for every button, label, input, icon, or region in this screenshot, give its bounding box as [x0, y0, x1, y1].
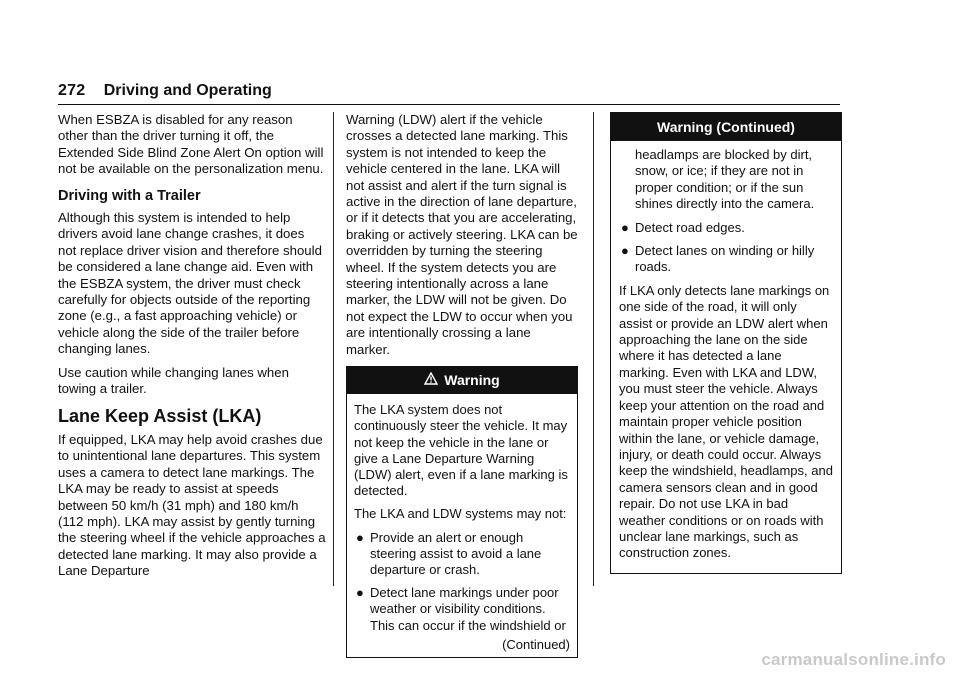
bullet-icon: ● [356, 585, 364, 601]
paragraph-trailer-aid: Although this system is intended to help drivers avoid lane change crashes, it does not replace driver vision and therefore should be considered a lane change aid. Even with the ESBZA system, the driver must check carefully for objects outside of the reporting zone (e.g., a fast approaching vehicle) or vehicle along the side of the trailer before changing lanes. [58, 210, 322, 357]
warning-triangle-icon [424, 367, 438, 394]
list-item: ● Detect road edges. [621, 219, 745, 235]
column-2 [346, 112, 578, 658]
bullet-icon: ● [356, 529, 364, 545]
page-number: 272 [58, 82, 86, 99]
heading-driving-with-trailer: Driving with a Trailer [58, 187, 201, 204]
continued-label: (Continued) [502, 636, 570, 652]
warning-header [347, 367, 577, 394]
warning-continued-bullets [619, 220, 833, 276]
warning-box [346, 366, 578, 658]
warning-paragraph-2: The LKA and LDW systems may not: [354, 506, 567, 522]
column-divider [593, 112, 594, 586]
header-rule [58, 104, 840, 105]
warning-continued-body [611, 141, 841, 573]
paragraph-lka-intro: If equipped, LKA may help avoid crashes due to unintentional lane departures. This system uses a camera to detect lane markings. The LKA may be ready to assist at speeds between 50 km/h (31 mph) and 180 km/h (112 mph). LKA may assist by gently turning the steering wheel if the vehicle approaches a detected lane marking. It may also provide a Lane Departure [58, 431, 326, 579]
column-divider [333, 112, 334, 586]
heading-lane-keep-assist: Lane Keep Assist (LKA) [58, 405, 262, 426]
paragraph-trailer-caution: Use caution while changing lanes when towing a trailer. [58, 364, 289, 397]
warning-paragraph-1: The LKA system does not continuously steer the vehicle. It may not keep the vehicle in the lane or give a Lane Departure Warning (LDW) alert, even if a lane marking is detected. [354, 402, 568, 499]
watermark: carmanualsonline.info [761, 650, 946, 669]
warning-continued-text: headlamps are blocked by dirt, snow, or ice; if they are not in proper condition; or if the sun shines directly into the camera. [635, 147, 815, 212]
list-item: ● Detect lanes on winding or hilly roads. [621, 243, 815, 275]
bullet-icon: ● [621, 219, 629, 235]
warning-continued-header: Warning (Continued) [611, 113, 841, 141]
paragraph-ldw-alert: Warning (LDW) alert if the vehicle crosses a detected lane marking. This system is not intended to keep the vehicle centered in the lane. LKA will not assist and alert if the turn signal is active in the direction of lane departure, or if it detects that you are accelerating, braking or actively steering. LKA can be overridden by turning the steering wheel. If the system detects you are steering intentionally across a lane marker, the LDW will not be given. Do not expect the LDW to occur when you are intentionally crossing a lane marker. [346, 112, 578, 357]
section-title: Driving and Operating [103, 82, 272, 99]
list-item: ● Provide an alert or enough steering assist to avoid a lane departure or crash. [356, 529, 542, 577]
column-3 [610, 112, 842, 574]
warning-title: Warning [444, 372, 500, 389]
warning-body [347, 394, 577, 657]
bullet-icon: ● [621, 243, 629, 259]
paragraph-esbza-disabled: When ESBZA is disabled for any reason other than the driver turning it off, the Extended Side Blind Zone Alert On option will not be available on the personalization menu. [58, 112, 324, 177]
warning-continued-box [610, 112, 842, 574]
list-item: ● Detect lane markings under poor weather or visibility conditions. This can occur if the windshield or [356, 585, 566, 633]
page-header [58, 82, 840, 104]
warning-bullet-list [354, 530, 570, 634]
column-1 [58, 112, 326, 587]
warning-continued-paragraph: If LKA only detects lane markings on one side of the road, it will only assist or provide an LDW alert when approaching the lane on the side where it has detected a lane marking. Even with LKA and LDW, you must steer the vehicle. Always keep your attention on the road and maintain proper vehicle position within the lane, or vehicle damage, injury, or death could occur. Always keep the windshield, headlamps, and camera sensors clean and in good repair. Do not use LKA in bad weather conditions or on roads with unclear lane markings, such as construction zones. [619, 282, 833, 561]
